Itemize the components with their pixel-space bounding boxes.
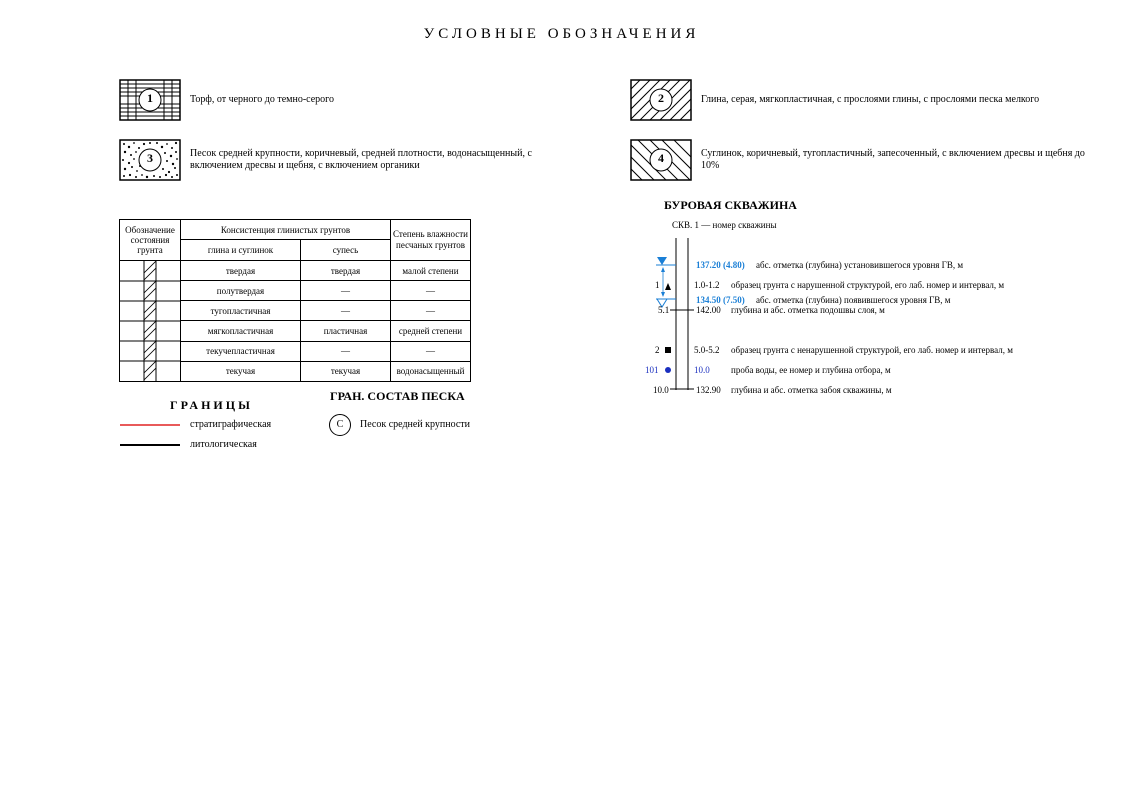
gran-symbol-circle: С [329,414,351,436]
col-header-consistency: Консистенция глинистых грунтов [181,220,391,240]
cell-moisture: водонасыщенный [391,361,471,381]
boundaries-title: ГРАНИЦЫ [170,398,253,412]
cell-sandy: — [301,301,391,321]
cell-clay: полутвердая [181,281,301,301]
sample1-text: образец грунта с нарушенной структурой, его лаб. номер и интервал, м [731,280,1005,290]
sample1-interval: 1.0-1.2 [694,280,720,290]
col-header-clay-loam: глина и суглинок [181,240,301,261]
layer-depth: 5.1 [658,305,670,315]
legend-number-1: 1 [147,91,153,105]
layer-elevation: 142.00 [696,305,721,315]
gran-title: ГРАН. СОСТАВ ПЕСКА [330,389,465,403]
water-sample-depth: 10.0 [694,365,710,375]
sample2-interval: 5.0-5.2 [694,345,720,355]
legend-text-sand: Песок средней крупности, коричневый, средней плотности, водонасыщенный, с включением дресвы и щебня, с включением органики [190,148,532,171]
gw-steady-text: абс. отметка (глубина) установившегося уровня ГВ, м [756,260,964,270]
cell-moisture: — [391,281,471,301]
state-symbol-cell [120,261,181,382]
legend-number-4: 4 [658,151,664,165]
col-header-moisture: Степень влажности песчаных грунтов [391,220,471,261]
bottom-elevation: 132.90 [696,385,721,395]
consistency-table [119,219,471,382]
col-header-sandy-loam: супесь [301,240,391,261]
legend-text-peat: Торф, от черного до темно-серого [190,94,335,105]
cell-clay: мягкопластичная [181,321,301,341]
water-sample-number: 101 [645,365,659,375]
cell-clay: тугопластичная [181,301,301,321]
cell-sandy: текучая [301,361,391,381]
legend-text-loam: Суглинок, коричневый, тугопластичный, запесоченный, с включением дресвы и щебня до 10% [701,148,1085,171]
page-title: УСЛОВНЫЕ ОБОЗНАЧЕНИЯ [423,26,700,42]
gw-appeared-value: 134.50 (7.50) [696,295,745,305]
cell-sandy: твердая [301,261,391,281]
legend-text-clay: Глина, серая, мягкопластичная, с прослоями глины, с прослоями песка мелкого [701,94,1040,105]
lithologic-label: литологическая [190,439,257,450]
cell-clay: текучепластичная [181,341,301,361]
bottom-depth: 10.0 [653,385,669,395]
cell-moisture: малой степени [391,261,471,281]
gw-steady-value: 137.20 (4.80) [696,260,745,270]
state-hatch-symbol [120,261,180,381]
water-sample-text: проба воды, ее номер и глубина отбора, м [731,365,891,375]
cell-moisture: средней степени [391,321,471,341]
legend-number-2: 2 [658,91,664,105]
cell-sandy: пластичная [301,321,391,341]
sample1-number: 1 [655,280,660,290]
gran-label: Песок средней крупности [360,419,471,430]
sample2-text: образец грунта с ненарушенной структурой, его лаб. номер и интервал, м [731,345,1013,355]
gw-appeared-text: абс. отметка (глубина) появившегося уровня ГВ, м [756,295,951,305]
bottom-text: глубина и абс. отметка забоя скважины, м [731,385,892,395]
sample2-number: 2 [655,345,660,355]
borehole-title: БУРОВАЯ СКВАЖИНА [664,198,797,212]
legend-number-3: 3 [147,151,153,165]
layer-text: глубина и абс. отметка подошвы слоя, м [731,305,885,315]
lithologic-line-sample [120,444,180,446]
stratigraphic-label: стратиграфическая [190,419,272,430]
cell-moisture: — [391,341,471,361]
cell-clay: твердая [181,261,301,281]
cell-sandy: — [301,341,391,361]
cell-clay: текучая [181,361,301,381]
col-header-designation: Обозначение состояния грунта [120,220,181,261]
borehole-number-caption: СКВ. 1 — номер скважины [672,220,777,230]
table-row [120,261,471,281]
cell-moisture: — [391,301,471,321]
stratigraphic-line-sample [120,424,180,426]
cell-sandy: — [301,281,391,301]
